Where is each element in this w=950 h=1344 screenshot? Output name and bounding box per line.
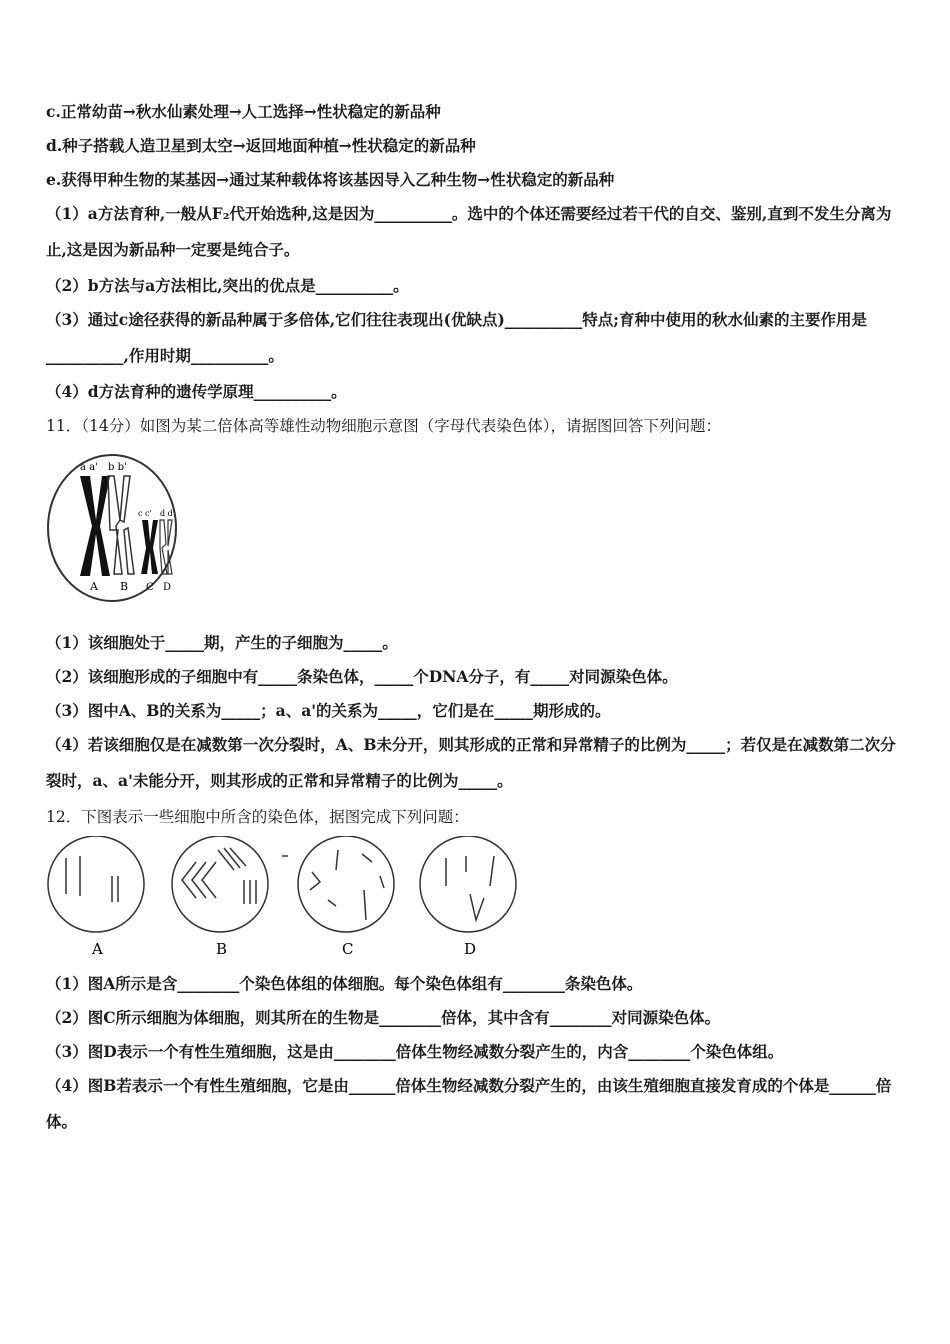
fig-label-aa: a a' — [80, 462, 98, 473]
cell-b — [172, 836, 288, 932]
q10-sub2: （2）b方法与a方法相比,突出的优点是__________。 — [46, 276, 409, 295]
q11-sub4: （4）若该细胞仅是在减数第一次分裂时，A、B未分开，则其形成的正常和异常精子的比例为_____；若仅是在减数第二次分裂时，a、a'未能分开，则其形成的正常和异常精子的比例为_____。 — [46, 735, 896, 790]
q11-cell-figure — [44, 448, 184, 603]
q10-option-e: e.获得甲种生物的某基因→通过某种载体将该基因导入乙种生物→性状稳定的新品种 — [46, 170, 615, 189]
q12-sub4: （4）图B若表示一个有性生殖细胞，它是由______倍体生物经减数分裂产生的，由该生殖细胞直接发育成的个体是______倍体。 — [46, 1076, 892, 1131]
fig-label-bb: b b' — [108, 462, 127, 473]
fig-label-A: A — [90, 580, 98, 593]
fig-label-B: B — [120, 580, 129, 593]
q12-sub3: （3）图D表示一个有性生殖细胞，这是由________倍体生物经减数分裂产生的，内含________个染色体组。 — [46, 1042, 784, 1061]
cell-a — [48, 836, 144, 932]
q12-cells-figure — [42, 836, 532, 962]
cell-label-B: B — [216, 940, 228, 958]
q12-header: 12．下图表示一些细胞中所含的染色体，据图完成下列问题： — [46, 808, 469, 826]
q11-header: 11．（14分）如图为某二倍体高等雄性动物细胞示意图（字母代表染色体），请据图回答下列问题： — [46, 417, 721, 435]
chromosome-c — [141, 520, 158, 574]
q11-sub3: （3）图中A、B的关系为_____；a、a'的关系为_____，它们是在_____期形成的。 — [46, 701, 611, 720]
chromosome-a — [80, 476, 110, 576]
q11-sub1: （1）该细胞处于_____期，产生的子细胞为_____。 — [46, 633, 398, 652]
fig-label-cc: c c' — [138, 509, 152, 518]
fig-label-C: C — [146, 582, 154, 593]
chromosome-d — [160, 520, 172, 574]
cell-label-C: C — [342, 940, 354, 958]
q10-sub4: （4）d方法育种的遗传学原理__________。 — [46, 382, 347, 401]
q10-sub1: （1）a方法育种,一般从F₂代开始选种,这是因为__________。选中的个体还需要经过若干代的自交、鉴别,直到不发生分离为止,这是因为新品种一定要是纯合子。 — [46, 204, 892, 259]
fig-label-dd: d d' — [160, 509, 175, 518]
q10-option-d: d.种子搭载人造卫星到太空→返回地面种植→性状稳定的新品种 — [46, 136, 476, 155]
cell-label-A: A — [92, 940, 103, 958]
q12-sub2: （2）图C所示细胞为体细胞，则其所在的生物是________倍体，其中含有________对同源染色体。 — [46, 1008, 721, 1027]
q12-sub1: （1）图A所示是含________个染色体组的体细胞。每个染色体组有________条染色体。 — [46, 974, 643, 993]
chromosome-b — [108, 476, 134, 574]
cell-c — [298, 836, 394, 932]
cell-d — [420, 836, 516, 932]
cell-label-D: D — [464, 940, 477, 958]
fig-label-D: D — [163, 582, 172, 593]
q11-sub2: （2）该细胞形成的子细胞中有_____条染色体，_____个DNA分子，有_____对同源染色体。 — [46, 667, 678, 686]
q10-sub3: （3）通过c途径获得的新品种属于多倍体,它们往往表现出(优缺点)__________特点;育种中使用的秋水仙素的主要作用是__________,作用时期__________。 — [46, 310, 868, 365]
q10-option-c: c.正常幼苗→秋水仙素处理→人工选择→性状稳定的新品种 — [46, 102, 441, 121]
